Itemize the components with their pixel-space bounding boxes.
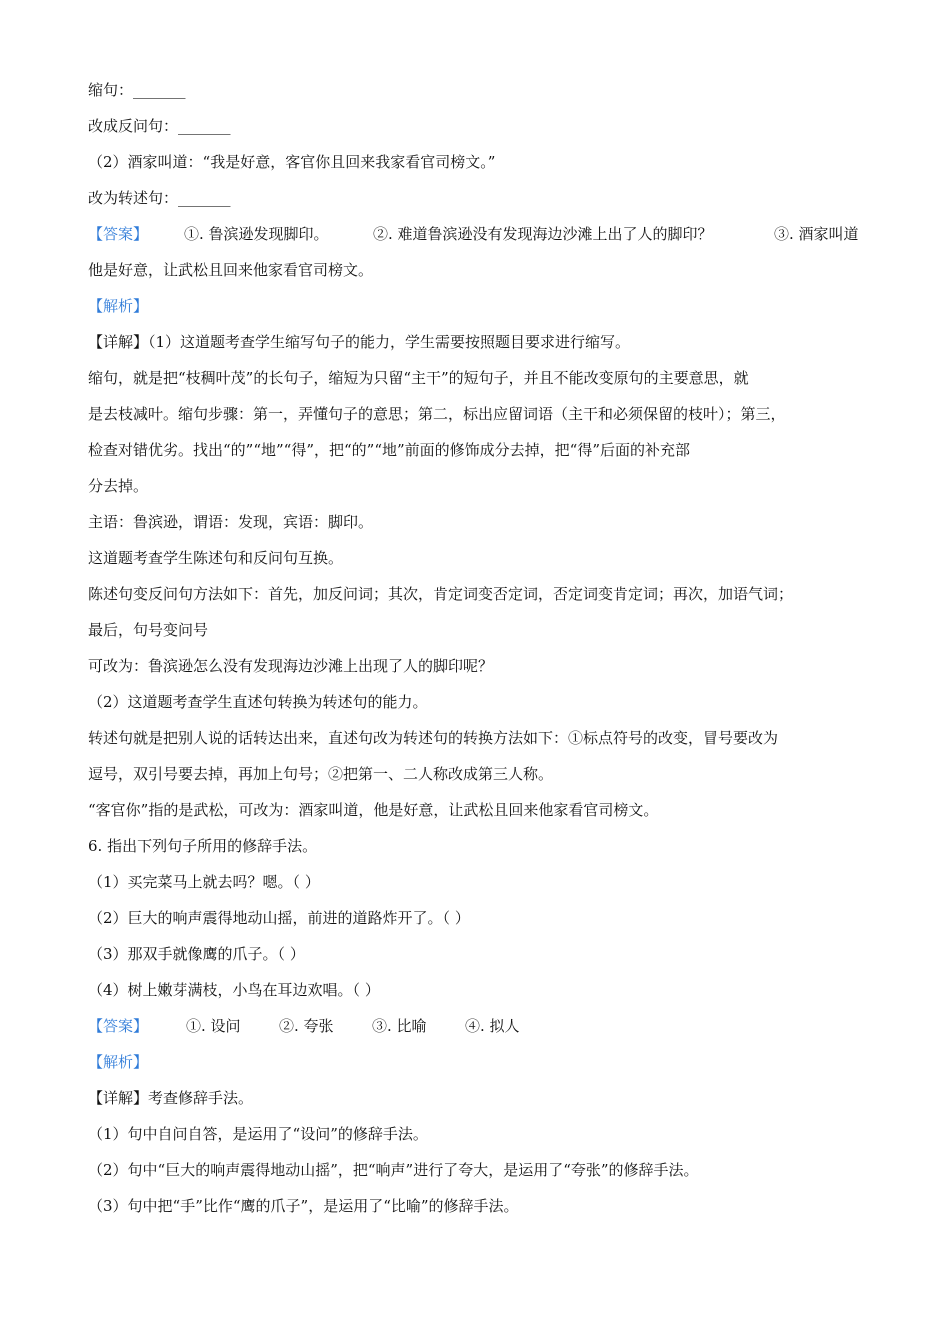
shorten-prompt: 缩句：_______ xyxy=(88,81,186,99)
analysis-line: 检查对错优劣。找出“的”“地”“得”，把“的”“地”前面的修饰成分去掉，把“得”后面的补充部 xyxy=(88,441,691,459)
analysis-line: “客官你”指的是武松，可改为：酒家叫道，他是好意，让武松且回来他家看官司榜文。 xyxy=(88,801,659,819)
q6-answer-row xyxy=(88,1016,868,1036)
q6-item: （2）巨大的响声震得地动山摇，前进的道路炸开了。（ ） xyxy=(88,909,470,927)
analysis-line: 逗号，双引号要去掉，再加上句号；②把第一、二人称改成第三人称。 xyxy=(88,765,554,783)
q6-answer-1: ①. 设问 xyxy=(186,1017,241,1035)
answer-item-3-continued: 他是好意，让武松且回来他家看官司榜文。 xyxy=(88,261,374,279)
analysis-line: （2）这道题考查学生直述句转换为转述句的能力。 xyxy=(88,693,428,711)
q6-answer-2: ②. 夸张 xyxy=(279,1017,334,1035)
q6-item: （1）买完菜马上就去吗？嗯。（ ） xyxy=(88,873,320,891)
q6-analysis-line: （3）句中把“手”比作“鹰的爪子”，是运用了“比喻”的修辞手法。 xyxy=(88,1197,519,1215)
q6-answer-3: ③. 比喻 xyxy=(372,1017,427,1035)
q6-analysis-line: （2）句中“巨大的响声震得地动山摇”，把“响声”进行了夸大，是运用了“夸张”的修辞手法。 xyxy=(88,1161,699,1179)
q5-part2-sentence: （2）酒家叫道：“我是好意，客官你且回来我家看官司榜文。” xyxy=(88,153,496,171)
q6-item: （4）树上嫩芽满枝，小鸟在耳边欢唱。（ ） xyxy=(88,981,380,999)
analysis-line: 是去枝减叶。缩句步骤：第一，弄懂句子的意思；第二，标出应留词语（主干和必须保留的枝叶）；第三， xyxy=(88,405,786,423)
analysis-line: 陈述句变反问句方法如下：首先，加反问词；其次，肯定词变否定词，否定词变肯定词；再次，加语气词； xyxy=(88,585,794,603)
q6-analysis-line: （1）句中自问自答，是运用了“设问”的修辞手法。 xyxy=(88,1125,428,1143)
analysis-tag: 【解析】 xyxy=(88,1053,149,1071)
analysis-line: 分去掉。 xyxy=(88,477,149,495)
analysis-line: 主语：鲁滨逊，谓语：发现，宾语：脚印。 xyxy=(88,513,374,531)
rhetorical-prompt: 改成反问句：_______ xyxy=(88,117,231,135)
question-6-title: 6. 指出下列句子所用的修辞手法。 xyxy=(88,837,318,855)
q6-analysis-line: 【详解】考查修辞手法。 xyxy=(88,1089,254,1107)
q6-item: （3）那双手就像鹰的爪子。（ ） xyxy=(88,945,305,963)
document-page xyxy=(88,80,868,1216)
answer-tag: 【答案】 xyxy=(88,225,149,243)
analysis-line: 这道题考查学生陈述句和反问句互换。 xyxy=(88,549,344,567)
indirect-speech-prompt: 改为转述句：_______ xyxy=(88,189,231,207)
analysis-tag: 【解析】 xyxy=(88,297,149,315)
analysis-line: 缩句，就是把“枝稠叶茂”的长句子，缩短为只留“主干”的短句子，并且不能改变原句的主要意思，就 xyxy=(88,369,749,387)
answer-item-3: ③. 酒家叫道 xyxy=(774,225,859,243)
answer-tag: 【答案】 xyxy=(88,1017,149,1035)
answer-item-2: ②. 难道鲁滨逊没有发现海边沙滩上出了人的脚印？ xyxy=(373,225,713,243)
answer-item-1: ①. 鲁滨逊发现脚印。 xyxy=(184,225,329,243)
analysis-line: 可改为：鲁滨逊怎么没有发现海边沙滩上出现了人的脚印呢？ xyxy=(88,657,494,675)
q5-answer-row xyxy=(88,224,868,244)
analysis-line: 【详解】（1）这道题考查学生缩写句子的能力，学生需要按照题目要求进行缩写。 xyxy=(88,333,631,351)
analysis-line: 转述句就是把别人说的话转达出来，直述句改为转述句的转换方法如下：①标点符号的改变，冒号要改为 xyxy=(88,729,779,747)
q6-answer-4: ④. 拟人 xyxy=(465,1017,520,1035)
analysis-line: 最后，句号变问号 xyxy=(88,621,209,639)
